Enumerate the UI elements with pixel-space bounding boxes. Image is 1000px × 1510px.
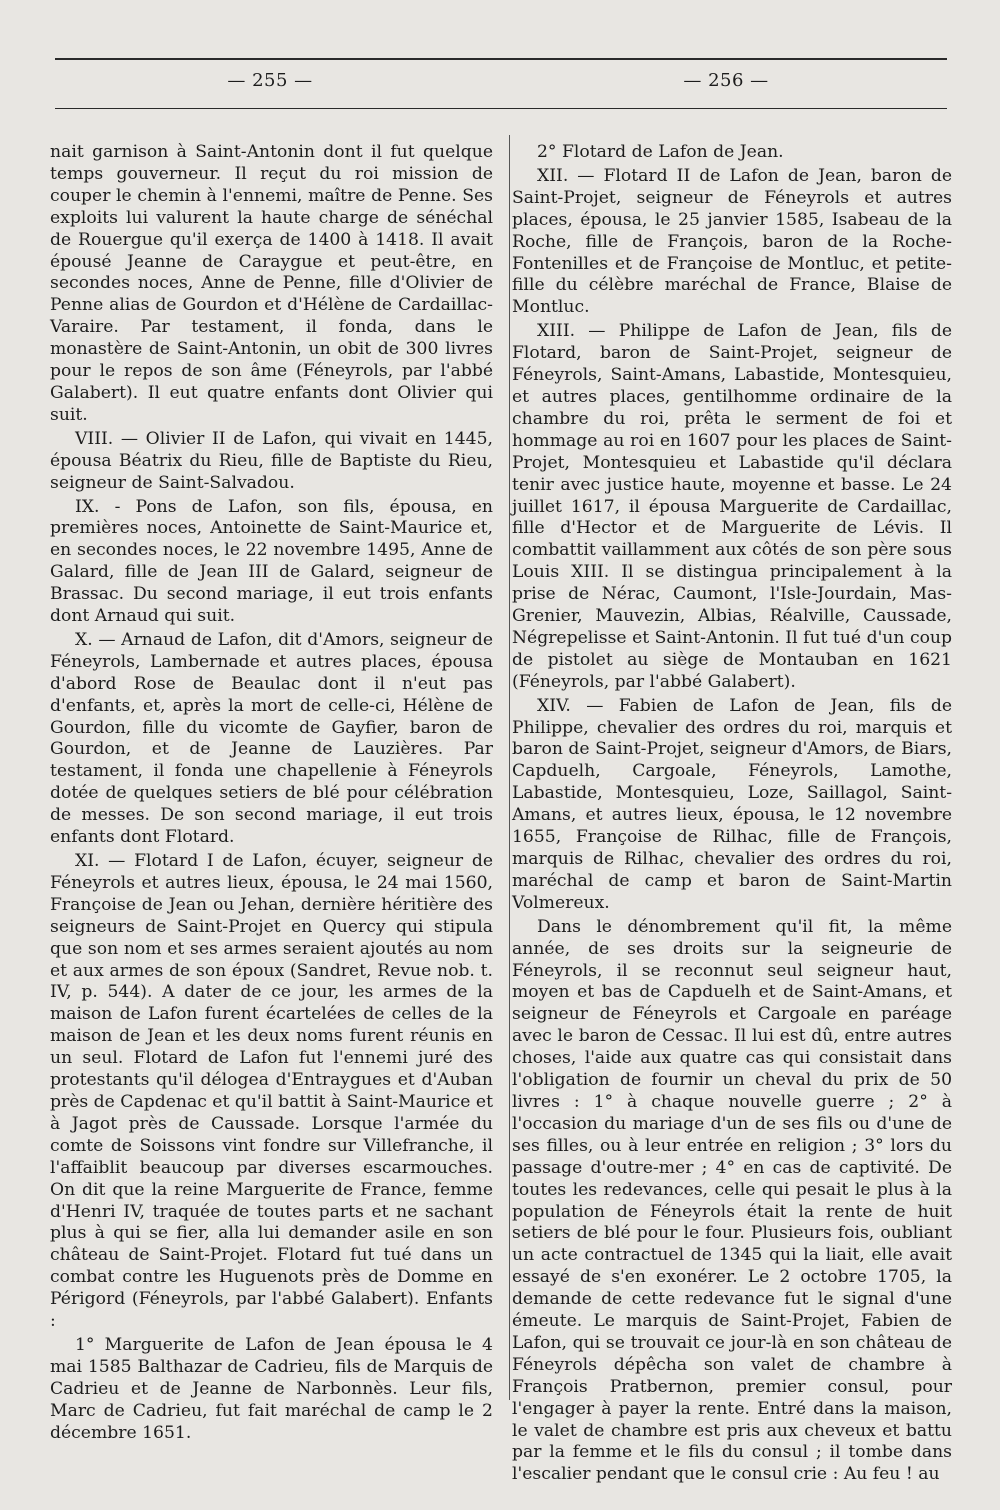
paragraph: 1° Marguerite de Lafon de Jean épousa le 4 mai 1585 Balthazar de Cadrieu, fils de Marquis de Cadrieu et de Jeanne de Narbonnès. Leur fils, Marc de Cadrieu, fut fait maréchal de camp le 2 décembre 1651.	[50, 1334, 493, 1443]
right-column	[512, 142, 952, 1486]
paragraph: XI. — Flotard I de Lafon, écuyer, seigneur de Féneyrols et autres lieux, épousa, le 24 mai 1560, Françoise de Jean ou Jehan, dernière héritière des seigneurs de Saint-Projet en Quercy qui stipula que son nom et ses armes seraient ajoutés au nom et aux armes de son époux (Sandret, Revue nob. t. IV, p. 544). A dater de ce jour, les armes de la maison de Lafon furent écartelées de celles de la maison de Jean et les deux noms furent réunis en un seul. Flotard de Lafon fut l'ennemi juré des protestants qu'il délogea d'Entraygues et d'Auban près de Capdenac et qu'il battit à Saint-Maurice et à Jagot près de Caussade. Lorsque l'armée du comte de Soissons vint fondre sur Villefranche, il l'affaiblit beaucoup par diverses escarmouches. On dit que la reine Marguerite de France, femme d'Henri IV, traquée de toutes parts et ne sachant plus à qui se fier, alla lui demander asile en son château de Saint-Projet. Flotard fut tué dans un combat contre les Huguenots près de Domme en Périgord (Féneyrols, par l'abbé Galabert). Enfants :	[50, 851, 493, 1332]
paragraph: XIV. — Fabien de Lafon de Jean, fils de Philippe, chevalier des ordres du roi, marquis et baron de Saint-Projet, seigneur d'Amors, de Biars, Capduelh, Cargoale, Féneyrols, Lamothe, Labastide, Montesquieu, Loze, Saillagol, Saint-Amans, et autres lieux, épousa, le 12 novembre 1655, Françoise de Rilhac, fille de François, marquis de Rilhac, chevalier des ordres du roi, maréchal de camp et baron de Saint-Martin Volmereux.	[512, 695, 952, 913]
page-number-left: — 255 —	[227, 70, 313, 91]
page-number-right: — 256 —	[683, 70, 769, 91]
paragraph: IX. - Pons de Lafon, son fils, épousa, en premières noces, Antoinette de Saint-Maurice et, en secondes noces, le 22 novembre 1495, Anne de Galard, fille de Jean III de Galard, seigneur de Brassac. Du second mariage, il eut trois enfants dont Arnaud qui suit.	[50, 496, 493, 627]
left-column	[50, 142, 493, 1444]
paragraph: XII. — Flotard II de Lafon de Jean, baron de Saint-Projet, seigneur de Féneyrols et autres places, épousa, le 25 janvier 1585, Isabeau de la Roche, fille de François, baron de la Roche-Fontenilles et de Françoise de Montluc, et petite-fille du célèbre maréchal de France, Blaise de Montluc.	[512, 165, 952, 318]
paragraph: Dans le dénombrement qu'il fit, la même année, de ses droits sur la seigneurie de Féneyrols, il se reconnut seul seigneur haut, moyen et bas de Capduelh et de Saint-Amans, et seigneur de Féneyrols et Cargoale en paréage avec le baron de Cessac. Il lui est dû, entre autres choses, l'aide aux quatre cas qui consistait dans l'obligation de fournir un cheval du prix de 50 livres : 1° à chaque nouvelle guerre ; 2° à l'occasion du mariage d'un de ses fils ou d'une de ses filles, ou à leur entrée en religion ; 3° lors du passage d'outre-mer ; 4° en cas de captivité. De toutes les redevances, celle qui pesait le plus à la population de Féneyrols était la rente de huit setiers de blé pour le four. Plusieurs fois, oubliant un acte contractuel de 1345 qui la liait, elle avait essayé de s'en exonérer. Le 2 octobre 1705, la demande de cette redevance fut le signal d'une émeute. Le marquis de Saint-Projet, Fabien de Lafon, qui se trouvait ce jour-là en son château de Féneyrols dépêcha son valet de chambre à François Pratbernon, premier consul, pour l'engager à payer la rente. Entré dans la maison, le valet de chambre est pris aux cheveux et battu par la femme et le fils du consul ; il tombe dans l'escalier pendant que le consul crie : Au feu ! au	[512, 916, 952, 1485]
paragraph: XIII. — Philippe de Lafon de Jean, fils de Flotard, baron de Saint-Projet, seigneur de Féneyrols, Saint-Amans, Labastide, Montesquieu, et autres places, gentilhomme ordinaire de la chambre du roi, prêta le serment de foi et hommage au roi en 1607 pour les places de Saint-Projet, Montesquieu et Labastide qu'il déclara tenir avec justice haute, moyenne et basse. Le 24 juillet 1617, il épousa Marguerite de Cardaillac, fille d'Hector et de Marguerite de Lévis. Il combattit vaillamment aux côtés de son père sous Louis XIII. Il se distingua principalement à la prise de Nérac, Caumont, l'Isle-Jourdain, Mas-Grenier, Mauvezin, Albias, Réalville, Caussade, Négrepelisse et Saint-Antonin. Il fut tué d'un coup de pistolet au siège de Montauban en 1621 (Féneyrols, par l'abbé Galabert).	[512, 321, 952, 692]
paragraph: 2° Flotard de Lafon de Jean.	[537, 142, 784, 162]
column-divider	[509, 135, 510, 1400]
header-bottom-rule	[55, 108, 947, 109]
header-top-rule	[55, 58, 947, 60]
paragraph: X. — Arnaud de Lafon, dit d'Amors, seigneur de Féneyrols, Lambernade et autres places, épousa d'abord Rose de Beaulac dont il n'eut pas d'enfants, et, après la mort de celle-ci, Hélène de Gourdon, fille du vicomte de Gayfier, baron de Gourdon, et de Jeanne de Lauzières. Par testament, il fonda une chapellenie à Féneyrols dotée de quelques setiers de blé pour célébration de messes. De son second mariage, il eut trois enfants dont Flotard.	[50, 629, 493, 848]
paragraph: VIII. — Olivier II de Lafon, qui vivait en 1445, épousa Béatrix du Rieu, fille de Baptiste du Rieu, seigneur de Saint-Salvadou.	[50, 428, 493, 493]
paragraph: nait garnison à Saint-Antonin dont il fut quelque temps gouverneur. Il reçut du roi mission de couper le chemin à l'ennemi, maître de Penne. Ses exploits lui valurent la haute charge de sénéchal de Rouergue qu'il exerça de 1400 à 1418. Il avait épousé Jeanne de Caraygue et peut-être, en secondes noces, Anne de Penne, fille d'Olivier de Penne alias de Gourdon et d'Hélène de Cardaillac-Varaire. Par testament, il fonda, dans le monastère de Saint-Antonin, un obit de 300 livres pour le repos de son âme (Féneyrols, par l'abbé Galabert). Il eut quatre enfants dont Olivier qui suit.	[50, 142, 493, 425]
